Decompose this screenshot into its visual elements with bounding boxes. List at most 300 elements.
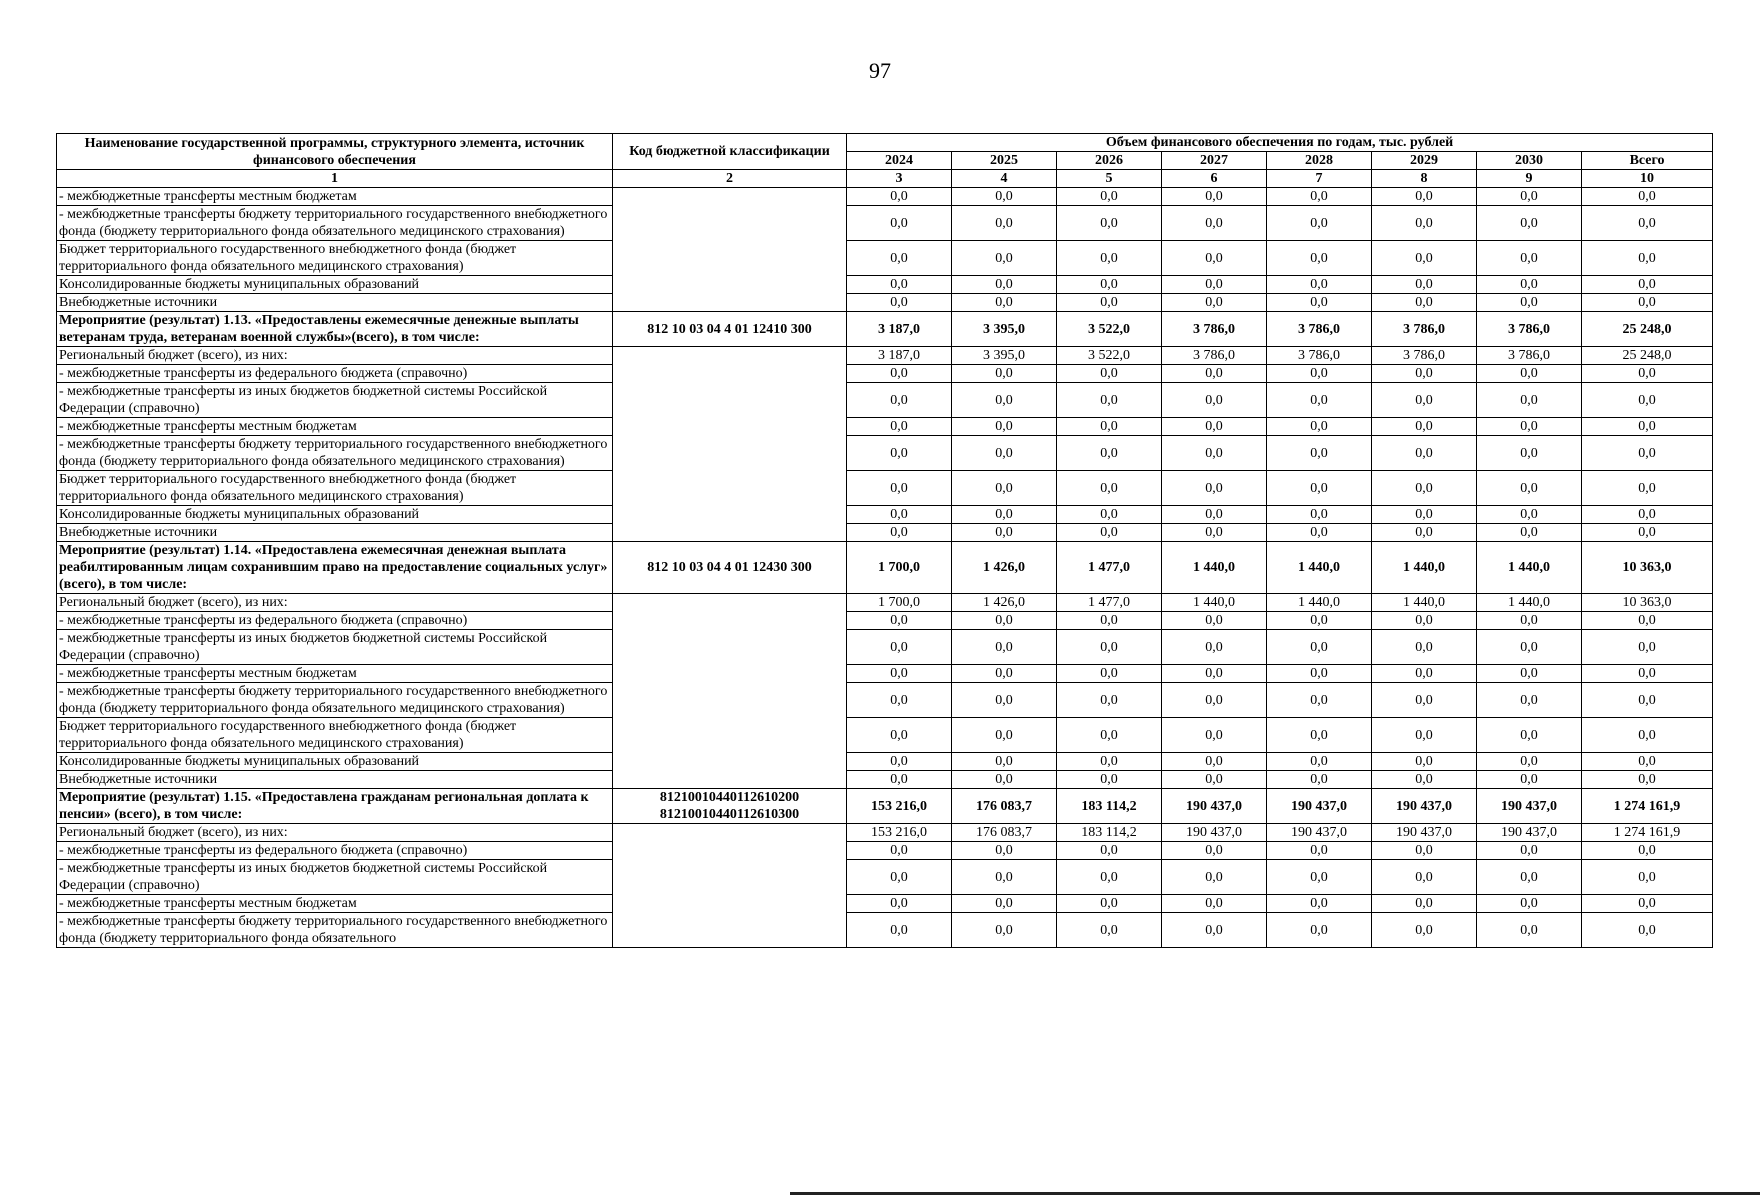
value-year: 0,0 bbox=[847, 276, 952, 294]
value-year: 1 477,0 bbox=[1057, 594, 1162, 612]
table-row bbox=[57, 824, 1713, 842]
header-year: 2030 bbox=[1477, 152, 1582, 170]
value-year: 0,0 bbox=[952, 630, 1057, 665]
value-year: 190 437,0 bbox=[1372, 824, 1477, 842]
value-total: 0,0 bbox=[1582, 895, 1713, 913]
value-year: 0,0 bbox=[952, 241, 1057, 276]
value-year: 0,0 bbox=[1162, 860, 1267, 895]
value-total: 25 248,0 bbox=[1582, 312, 1713, 347]
value-year: 0,0 bbox=[1267, 860, 1372, 895]
value-year: 0,0 bbox=[1057, 188, 1162, 206]
table-row bbox=[57, 842, 1713, 860]
value-year: 3 187,0 bbox=[847, 347, 952, 365]
value-year: 3 786,0 bbox=[1477, 312, 1582, 347]
value-year: 0,0 bbox=[847, 913, 952, 948]
table-row bbox=[57, 206, 1713, 241]
value-year: 0,0 bbox=[1267, 524, 1372, 542]
value-total: 0,0 bbox=[1582, 206, 1713, 241]
value-year: 1 440,0 bbox=[1162, 594, 1267, 612]
value-total: 0,0 bbox=[1582, 630, 1713, 665]
value-year: 0,0 bbox=[1477, 383, 1582, 418]
budget-code: 812 10 03 04 4 01 12430 300 bbox=[613, 542, 847, 594]
value-year: 3 395,0 bbox=[952, 347, 1057, 365]
value-year: 0,0 bbox=[1477, 771, 1582, 789]
value-year: 0,0 bbox=[847, 506, 952, 524]
value-total: 0,0 bbox=[1582, 471, 1713, 506]
table-row bbox=[57, 383, 1713, 418]
value-year: 3 786,0 bbox=[1477, 347, 1582, 365]
value-total: 0,0 bbox=[1582, 683, 1713, 718]
row-name: Бюджет территориального государственного внебюджетного фонда (бюджет территориального фонда обязательного медицинского страхования) bbox=[57, 471, 613, 506]
value-year: 0,0 bbox=[1477, 860, 1582, 895]
value-year: 0,0 bbox=[952, 913, 1057, 948]
value-year: 0,0 bbox=[847, 436, 952, 471]
value-year: 0,0 bbox=[1057, 294, 1162, 312]
value-year: 0,0 bbox=[1372, 241, 1477, 276]
row-name: - межбюджетные трансферты бюджету территориального государственного внебюджетного фонда (бюджету территориального фонда обязательного медицинского страхования) bbox=[57, 436, 613, 471]
value-year: 0,0 bbox=[1162, 718, 1267, 753]
value-year: 1 440,0 bbox=[1477, 594, 1582, 612]
value-total: 1 274 161,9 bbox=[1582, 789, 1713, 824]
value-year: 0,0 bbox=[1477, 630, 1582, 665]
value-year: 0,0 bbox=[1162, 506, 1267, 524]
value-total: 0,0 bbox=[1582, 436, 1713, 471]
value-year: 0,0 bbox=[952, 418, 1057, 436]
row-name: - межбюджетные трансферты из федерального бюджета (справочно) bbox=[57, 842, 613, 860]
value-year: 0,0 bbox=[1372, 206, 1477, 241]
value-year: 0,0 bbox=[1477, 188, 1582, 206]
value-year: 0,0 bbox=[1057, 665, 1162, 683]
header-year: 2024 bbox=[847, 152, 952, 170]
page-number: 97 bbox=[869, 58, 891, 83]
value-year: 0,0 bbox=[952, 683, 1057, 718]
row-name: - межбюджетные трансферты из федерального бюджета (справочно) bbox=[57, 612, 613, 630]
value-year: 0,0 bbox=[1477, 753, 1582, 771]
value-year: 0,0 bbox=[1372, 771, 1477, 789]
value-year: 0,0 bbox=[1477, 913, 1582, 948]
value-year: 0,0 bbox=[1477, 206, 1582, 241]
value-year: 0,0 bbox=[952, 294, 1057, 312]
value-year: 176 083,7 bbox=[952, 789, 1057, 824]
row-name: Мероприятие (результат) 1.15. «Предоставлена гражданам региональная доплата к пенсии» (всего), в том числе: bbox=[57, 789, 613, 824]
table-row bbox=[57, 612, 1713, 630]
budget-code bbox=[613, 188, 847, 312]
value-total: 0,0 bbox=[1582, 771, 1713, 789]
value-year: 0,0 bbox=[1372, 913, 1477, 948]
value-year: 0,0 bbox=[952, 753, 1057, 771]
value-year: 0,0 bbox=[1057, 612, 1162, 630]
column-number: 4 bbox=[952, 170, 1057, 188]
value-year: 190 437,0 bbox=[1477, 789, 1582, 824]
table-row bbox=[57, 524, 1713, 542]
table-row bbox=[57, 753, 1713, 771]
value-year: 0,0 bbox=[1057, 365, 1162, 383]
value-year: 0,0 bbox=[1057, 895, 1162, 913]
value-year: 0,0 bbox=[1057, 276, 1162, 294]
value-year: 0,0 bbox=[1372, 436, 1477, 471]
value-year: 1 700,0 bbox=[847, 542, 952, 594]
value-year: 3 395,0 bbox=[952, 312, 1057, 347]
table-row bbox=[57, 241, 1713, 276]
value-total: 0,0 bbox=[1582, 294, 1713, 312]
row-name: Внебюджетные источники bbox=[57, 771, 613, 789]
value-year: 0,0 bbox=[1372, 471, 1477, 506]
header-year: 2026 bbox=[1057, 152, 1162, 170]
value-year: 3 786,0 bbox=[1162, 312, 1267, 347]
value-year: 0,0 bbox=[1057, 753, 1162, 771]
value-year: 0,0 bbox=[952, 436, 1057, 471]
table-row bbox=[57, 789, 1713, 824]
value-year: 190 437,0 bbox=[1267, 824, 1372, 842]
value-year: 190 437,0 bbox=[1477, 824, 1582, 842]
value-year: 0,0 bbox=[1162, 365, 1267, 383]
value-year: 0,0 bbox=[1057, 771, 1162, 789]
value-year: 0,0 bbox=[1057, 506, 1162, 524]
row-name: Внебюджетные источники bbox=[57, 524, 613, 542]
row-name: - межбюджетные трансферты бюджету территориального государственного внебюджетного фонда (бюджету территориального фонда обязательного медицинского страхования) bbox=[57, 683, 613, 718]
value-year: 1 477,0 bbox=[1057, 542, 1162, 594]
column-number: 6 bbox=[1162, 170, 1267, 188]
value-year: 0,0 bbox=[847, 241, 952, 276]
column-number: 5 bbox=[1057, 170, 1162, 188]
header-year: 2025 bbox=[952, 152, 1057, 170]
column-number: 2 bbox=[613, 170, 847, 188]
row-name: - межбюджетные трансферты бюджету территориального государственного внебюджетного фонда (бюджету территориального фонда обязательного медицинского страхования) bbox=[57, 206, 613, 241]
value-total: 0,0 bbox=[1582, 383, 1713, 418]
value-total: 0,0 bbox=[1582, 842, 1713, 860]
table-row bbox=[57, 630, 1713, 665]
value-year: 0,0 bbox=[1477, 471, 1582, 506]
budget-code bbox=[613, 594, 847, 789]
finance-table-wrapper bbox=[56, 133, 1712, 948]
value-year: 0,0 bbox=[1267, 471, 1372, 506]
value-year: 1 700,0 bbox=[847, 594, 952, 612]
column-number: 8 bbox=[1372, 170, 1477, 188]
value-year: 0,0 bbox=[952, 612, 1057, 630]
value-total: 10 363,0 bbox=[1582, 542, 1713, 594]
value-year: 0,0 bbox=[1477, 842, 1582, 860]
value-year: 0,0 bbox=[1057, 418, 1162, 436]
value-year: 0,0 bbox=[1162, 383, 1267, 418]
row-name: - межбюджетные трансферты из иных бюджетов бюджетной системы Российской Федерации (справочно) bbox=[57, 383, 613, 418]
value-year: 0,0 bbox=[847, 383, 952, 418]
value-year: 0,0 bbox=[847, 188, 952, 206]
value-total: 0,0 bbox=[1582, 860, 1713, 895]
value-year: 0,0 bbox=[847, 471, 952, 506]
value-year: 0,0 bbox=[847, 683, 952, 718]
table-row bbox=[57, 771, 1713, 789]
table-row bbox=[57, 347, 1713, 365]
value-year: 3 786,0 bbox=[1267, 347, 1372, 365]
value-year: 0,0 bbox=[952, 506, 1057, 524]
table-row bbox=[57, 683, 1713, 718]
table-body bbox=[57, 188, 1713, 948]
header-code: Код бюджетной классификации bbox=[613, 134, 847, 170]
header-volume: Объем финансового обеспечения по годам, тыс. рублей bbox=[847, 134, 1713, 152]
value-year: 0,0 bbox=[847, 718, 952, 753]
value-year: 0,0 bbox=[1267, 276, 1372, 294]
table-row bbox=[57, 718, 1713, 753]
value-year: 0,0 bbox=[1162, 241, 1267, 276]
value-year: 190 437,0 bbox=[1162, 789, 1267, 824]
value-year: 0,0 bbox=[1057, 241, 1162, 276]
value-year: 0,0 bbox=[847, 206, 952, 241]
value-year: 0,0 bbox=[1477, 683, 1582, 718]
value-year: 0,0 bbox=[952, 471, 1057, 506]
value-year: 0,0 bbox=[1372, 188, 1477, 206]
table-row bbox=[57, 542, 1713, 594]
value-year: 0,0 bbox=[1477, 276, 1582, 294]
row-name: Мероприятие (результат) 1.13. «Предоставлены ежемесячные денежные выплаты ветеранам труда, ветеранам военной службы»(всего), в том числе: bbox=[57, 312, 613, 347]
value-year: 0,0 bbox=[1477, 241, 1582, 276]
value-total: 0,0 bbox=[1582, 188, 1713, 206]
value-year: 0,0 bbox=[1477, 612, 1582, 630]
value-year: 0,0 bbox=[1477, 718, 1582, 753]
value-total: 0,0 bbox=[1582, 506, 1713, 524]
value-year: 3 786,0 bbox=[1372, 347, 1477, 365]
row-name: Внебюджетные источники bbox=[57, 294, 613, 312]
value-year: 0,0 bbox=[1162, 630, 1267, 665]
value-year: 0,0 bbox=[1267, 665, 1372, 683]
value-year: 0,0 bbox=[1372, 276, 1477, 294]
value-year: 0,0 bbox=[1477, 524, 1582, 542]
value-year: 0,0 bbox=[1477, 506, 1582, 524]
value-year: 0,0 bbox=[1162, 524, 1267, 542]
row-name: - межбюджетные трансферты местным бюджетам bbox=[57, 665, 613, 683]
column-number: 10 bbox=[1582, 170, 1713, 188]
column-number: 9 bbox=[1477, 170, 1582, 188]
value-year: 1 440,0 bbox=[1372, 594, 1477, 612]
scan-edge-line bbox=[790, 1192, 1760, 1195]
value-year: 0,0 bbox=[1057, 913, 1162, 948]
value-year: 0,0 bbox=[952, 524, 1057, 542]
value-year: 0,0 bbox=[1162, 436, 1267, 471]
value-year: 0,0 bbox=[847, 860, 952, 895]
value-year: 0,0 bbox=[952, 860, 1057, 895]
value-year: 153 216,0 bbox=[847, 789, 952, 824]
value-year: 0,0 bbox=[1162, 683, 1267, 718]
value-year: 0,0 bbox=[1267, 294, 1372, 312]
value-year: 0,0 bbox=[1267, 630, 1372, 665]
value-year: 3 522,0 bbox=[1057, 312, 1162, 347]
row-name: - межбюджетные трансферты из иных бюджетов бюджетной системы Российской Федерации (справочно) bbox=[57, 630, 613, 665]
value-year: 0,0 bbox=[1372, 418, 1477, 436]
value-year: 0,0 bbox=[1372, 383, 1477, 418]
value-year: 3 786,0 bbox=[1372, 312, 1477, 347]
value-year: 0,0 bbox=[1057, 524, 1162, 542]
value-year: 0,0 bbox=[952, 718, 1057, 753]
value-year: 0,0 bbox=[1267, 612, 1372, 630]
value-year: 0,0 bbox=[1477, 665, 1582, 683]
value-year: 1 440,0 bbox=[1477, 542, 1582, 594]
value-year: 0,0 bbox=[1162, 294, 1267, 312]
value-year: 0,0 bbox=[1372, 665, 1477, 683]
column-number: 3 bbox=[847, 170, 952, 188]
value-total: 25 248,0 bbox=[1582, 347, 1713, 365]
value-year: 0,0 bbox=[952, 383, 1057, 418]
value-year: 0,0 bbox=[1162, 418, 1267, 436]
table-row bbox=[57, 418, 1713, 436]
value-year: 0,0 bbox=[1372, 365, 1477, 383]
table-row bbox=[57, 294, 1713, 312]
budget-code: 812 10 03 04 4 01 12410 300 bbox=[613, 312, 847, 347]
value-year: 0,0 bbox=[847, 665, 952, 683]
value-year: 183 114,2 bbox=[1057, 789, 1162, 824]
value-year: 1 440,0 bbox=[1372, 542, 1477, 594]
value-total: 0,0 bbox=[1582, 753, 1713, 771]
budget-code bbox=[613, 824, 847, 948]
row-name: - межбюджетные трансферты бюджету территориального государственного внебюджетного фонда (бюджету территориального фонда обязательного bbox=[57, 913, 613, 948]
value-year: 0,0 bbox=[952, 842, 1057, 860]
value-year: 0,0 bbox=[1162, 665, 1267, 683]
row-name: Региональный бюджет (всего), из них: bbox=[57, 594, 613, 612]
value-year: 0,0 bbox=[1162, 771, 1267, 789]
value-year: 0,0 bbox=[1267, 188, 1372, 206]
value-year: 0,0 bbox=[952, 365, 1057, 383]
value-year: 1 440,0 bbox=[1162, 542, 1267, 594]
value-year: 3 786,0 bbox=[1162, 347, 1267, 365]
row-name: Консолидированные бюджеты муниципальных образований bbox=[57, 276, 613, 294]
row-name: Консолидированные бюджеты муниципальных образований bbox=[57, 506, 613, 524]
table-row bbox=[57, 365, 1713, 383]
value-year: 0,0 bbox=[1162, 895, 1267, 913]
value-year: 0,0 bbox=[1267, 436, 1372, 471]
value-total: 0,0 bbox=[1582, 365, 1713, 383]
value-year: 0,0 bbox=[1477, 418, 1582, 436]
value-year: 0,0 bbox=[1162, 612, 1267, 630]
value-year: 0,0 bbox=[1477, 436, 1582, 471]
value-year: 0,0 bbox=[1057, 630, 1162, 665]
value-year: 3 522,0 bbox=[1057, 347, 1162, 365]
table-row bbox=[57, 860, 1713, 895]
value-year: 0,0 bbox=[1267, 895, 1372, 913]
table-header bbox=[57, 134, 1713, 188]
value-year: 190 437,0 bbox=[1162, 824, 1267, 842]
value-year: 0,0 bbox=[1267, 206, 1372, 241]
value-total: 0,0 bbox=[1582, 718, 1713, 753]
table-row bbox=[57, 506, 1713, 524]
value-year: 0,0 bbox=[1372, 860, 1477, 895]
value-year: 0,0 bbox=[1162, 842, 1267, 860]
value-year: 0,0 bbox=[1372, 506, 1477, 524]
value-total: 0,0 bbox=[1582, 241, 1713, 276]
header-name: Наименование государственной программы, структурного элемента, источник финансового обеспечения bbox=[57, 134, 613, 170]
value-year: 0,0 bbox=[952, 665, 1057, 683]
value-year: 0,0 bbox=[1267, 842, 1372, 860]
column-number: 7 bbox=[1267, 170, 1372, 188]
value-year: 0,0 bbox=[1057, 436, 1162, 471]
value-year: 1 440,0 bbox=[1267, 594, 1372, 612]
value-year: 0,0 bbox=[847, 524, 952, 542]
value-year: 0,0 bbox=[1477, 365, 1582, 383]
value-total: 1 274 161,9 bbox=[1582, 824, 1713, 842]
row-name: Мероприятие (результат) 1.14. «Предоставлена ежемесячная денежная выплата реабилтированным лицам сохранившим право на предоставление социальных услуг» (всего), в том числе: bbox=[57, 542, 613, 594]
value-year: 0,0 bbox=[1057, 718, 1162, 753]
value-year: 0,0 bbox=[847, 418, 952, 436]
row-name: - межбюджетные трансферты из федерального бюджета (справочно) bbox=[57, 365, 613, 383]
table-row bbox=[57, 895, 1713, 913]
value-year: 0,0 bbox=[952, 895, 1057, 913]
table-row bbox=[57, 665, 1713, 683]
value-year: 0,0 bbox=[1162, 753, 1267, 771]
value-year: 1 426,0 bbox=[952, 542, 1057, 594]
value-year: 0,0 bbox=[1267, 365, 1372, 383]
value-year: 0,0 bbox=[1267, 718, 1372, 753]
value-year: 0,0 bbox=[1267, 383, 1372, 418]
table-row bbox=[57, 436, 1713, 471]
value-year: 0,0 bbox=[1477, 895, 1582, 913]
row-name: - межбюджетные трансферты местным бюджетам bbox=[57, 418, 613, 436]
finance-table bbox=[56, 133, 1713, 948]
value-year: 0,0 bbox=[1372, 294, 1477, 312]
value-year: 0,0 bbox=[1057, 471, 1162, 506]
table-row bbox=[57, 188, 1713, 206]
value-year: 0,0 bbox=[1057, 842, 1162, 860]
value-year: 0,0 bbox=[952, 188, 1057, 206]
value-year: 0,0 bbox=[1267, 771, 1372, 789]
value-year: 0,0 bbox=[847, 895, 952, 913]
row-name: Региональный бюджет (всего), из них: bbox=[57, 824, 613, 842]
value-year: 0,0 bbox=[847, 630, 952, 665]
value-year: 0,0 bbox=[847, 294, 952, 312]
header-year: 2028 bbox=[1267, 152, 1372, 170]
value-year: 153 216,0 bbox=[847, 824, 952, 842]
header-total: Всего bbox=[1582, 152, 1713, 170]
value-year: 0,0 bbox=[1372, 524, 1477, 542]
value-year: 0,0 bbox=[952, 771, 1057, 789]
value-year: 0,0 bbox=[1162, 188, 1267, 206]
header-year: 2027 bbox=[1162, 152, 1267, 170]
value-total: 0,0 bbox=[1582, 418, 1713, 436]
value-year: 0,0 bbox=[847, 753, 952, 771]
value-year: 0,0 bbox=[1267, 241, 1372, 276]
value-year: 0,0 bbox=[952, 276, 1057, 294]
value-year: 0,0 bbox=[847, 365, 952, 383]
value-total: 0,0 bbox=[1582, 276, 1713, 294]
row-name: - межбюджетные трансферты из иных бюджетов бюджетной системы Российской Федерации (справочно) bbox=[57, 860, 613, 895]
value-year: 0,0 bbox=[847, 771, 952, 789]
value-total: 0,0 bbox=[1582, 665, 1713, 683]
value-year: 0,0 bbox=[1372, 753, 1477, 771]
row-name: - межбюджетные трансферты местным бюджетам bbox=[57, 895, 613, 913]
value-year: 0,0 bbox=[1372, 842, 1477, 860]
value-year: 176 083,7 bbox=[952, 824, 1057, 842]
row-name: Региональный бюджет (всего), из них: bbox=[57, 347, 613, 365]
table-row bbox=[57, 913, 1713, 948]
table-row bbox=[57, 594, 1713, 612]
value-total: 10 363,0 bbox=[1582, 594, 1713, 612]
value-year: 3 187,0 bbox=[847, 312, 952, 347]
value-year: 3 786,0 bbox=[1267, 312, 1372, 347]
table-row bbox=[57, 471, 1713, 506]
value-year: 0,0 bbox=[1372, 718, 1477, 753]
value-year: 0,0 bbox=[1267, 683, 1372, 718]
value-year: 1 426,0 bbox=[952, 594, 1057, 612]
value-year: 0,0 bbox=[847, 612, 952, 630]
value-year: 0,0 bbox=[1057, 860, 1162, 895]
header-year: 2029 bbox=[1372, 152, 1477, 170]
value-year: 0,0 bbox=[1372, 895, 1477, 913]
column-number: 1 bbox=[57, 170, 613, 188]
value-year: 0,0 bbox=[1162, 913, 1267, 948]
value-year: 0,0 bbox=[847, 842, 952, 860]
value-year: 0,0 bbox=[1057, 683, 1162, 718]
value-year: 183 114,2 bbox=[1057, 824, 1162, 842]
value-year: 190 437,0 bbox=[1267, 789, 1372, 824]
value-year: 0,0 bbox=[1057, 206, 1162, 241]
value-total: 0,0 bbox=[1582, 524, 1713, 542]
table-row bbox=[57, 276, 1713, 294]
